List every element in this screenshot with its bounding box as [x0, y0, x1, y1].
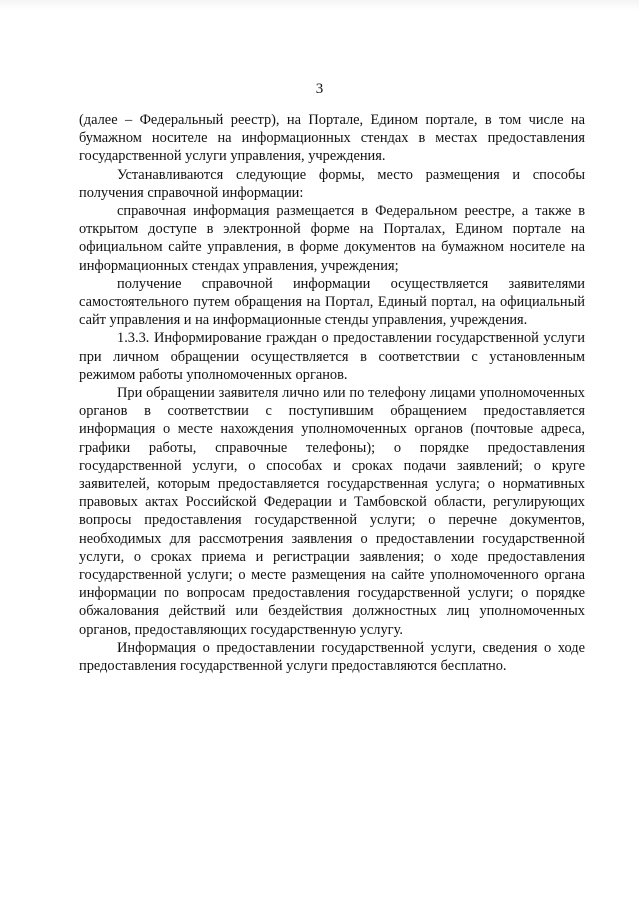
paragraph-section-1-3-3: 1.3.3. Информирование граждан о предоставлении государственной услуги при личном обращении осуществляется в соответствии с установленным режимом работы уполномоченных органов.: [79, 330, 585, 383]
scan-edge: [0, 0, 639, 10]
paragraph-reference-obtaining: получение справочной информации осуществляется заявителями самостоятельного путем обращения на Портал, Единый портал, на официальный сайт управления и на информационные стенды управления, учреждения.: [79, 275, 585, 329]
document-body: [79, 111, 585, 675]
paragraph-continuation: (далее – Федеральный реестр), на Портале, Едином портале, в том числе на бумажном носителе на информационных стендах в местах предоставления государственной услуги управления, учреждения.: [79, 112, 585, 165]
page-number: 3: [315, 81, 324, 97]
paragraph-forms-intro: Устанавливаются следующие формы, место размещения и способы получения справочной информации:: [79, 166, 585, 201]
paragraph-reference-placement: справочная информация размещается в Федеральном реестре, а также в открытом доступе в электронной форме на Порталах, Едином портале на официальном сайте управления, в форме документов на бумажном носителе на информационных стендах управления, учреждения;: [79, 203, 585, 274]
paragraph-personal-request: При обращении заявителя лично или по телефону лицами уполномоченных органов в соответствии с поступившим обращением предоставляется информация о месте нахождения уполномоченных органов (почтовые адреса, графики работы, справочные телефоны); о порядке предоставления государственной услуги, о способах и сроках подачи заявлений; о круге заявителей, которым предоставляется государственная услуга; о нормативных правовых актах Российской Федерации и Тамбовской области, регулирующих вопросы предоставления государственной услуги; о перечне документов, необходимых для рассмотрения заявления о предоставлении государственной услуги, о сроках приема и регистрации заявления; о ходе предоставления государственной услуги; о месте размещения на сайте уполномоченного органа информации по вопросам предоставления государственной услуги; о порядке обжалования действий или бездействия должностных лиц уполномоченных органов, предоставляющих государственную услугу.: [79, 385, 585, 638]
paragraph-free-of-charge: Информация о предоставлении государственной услуги, сведения о ходе предоставления государственной услуги предоставляются бесплатно.: [79, 639, 585, 675]
